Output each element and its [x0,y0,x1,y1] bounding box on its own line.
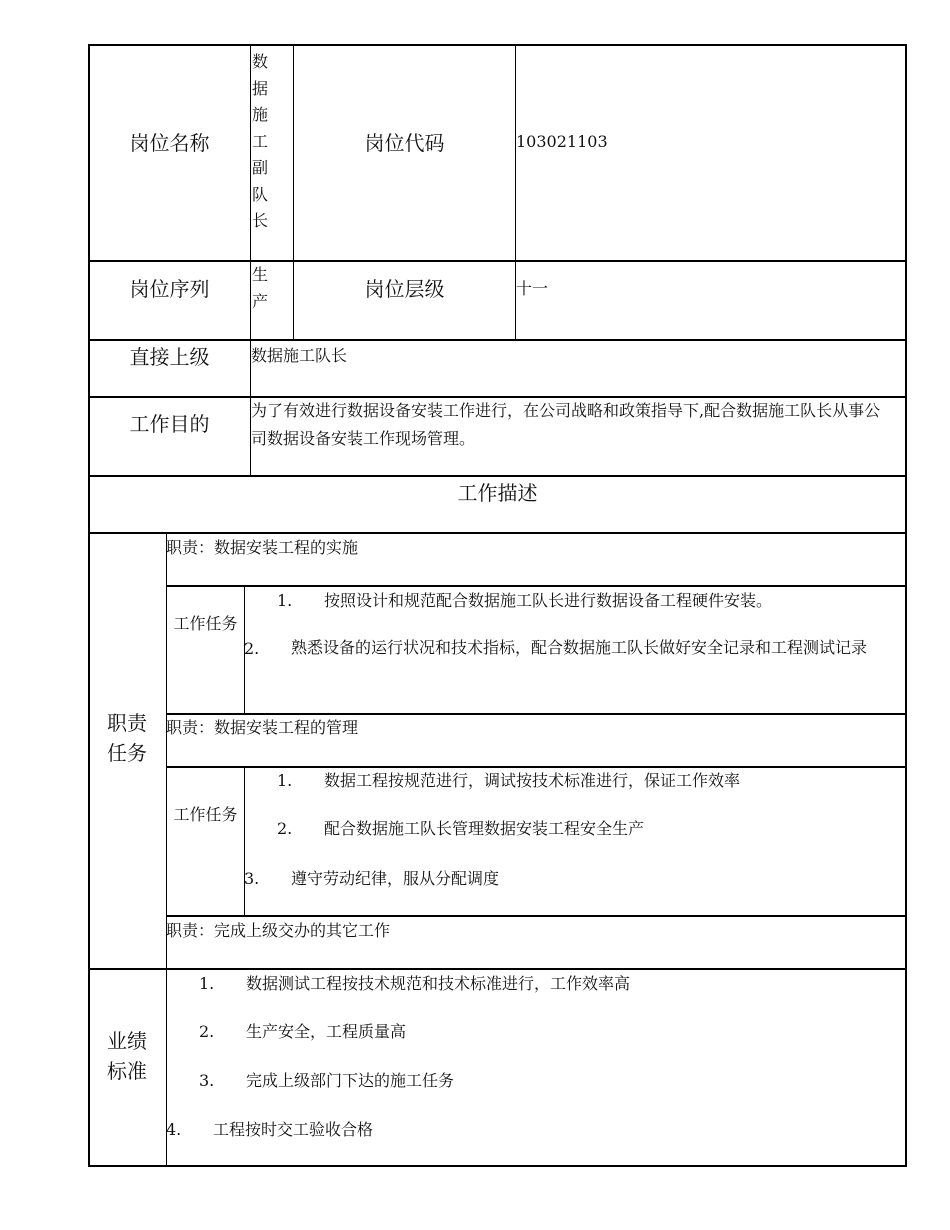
task-label: 工作任务 [173,614,238,633]
task-text: 遵守劳动纪律，服从分配调度 [291,869,500,888]
duty-title: 职责：完成上级交办的其它工作 [166,921,391,940]
performance-num: 2. [199,1022,215,1041]
task-text: 数据工程按规范进行，调试按技术标准进行，保证工作效率 [324,771,741,790]
post-level-label: 岗位层级 [364,277,445,301]
duty-title: 职责：数据安装工程的管理 [166,718,359,737]
post-level-value: 十一 [516,279,549,298]
post-name-value: 数据施工副队长 [252,52,269,230]
purpose-value: 为了有效进行数据设备安装工作进行，在公司战略和政策指导下,配合数据施工队长从事公司数据设备安装工作现场管理。 [251,401,881,448]
task-label-cell [166,585,245,714]
performance-label: 业绩标准 [107,1029,147,1083]
task-num: 2. [277,819,293,838]
post-series-value: 生产 [252,265,269,311]
duty-title: 职责：数据安装工程的实施 [166,538,359,557]
task-text: 按照设计和规范配合数据施工队长进行数据设备工程硬件安装。 [324,591,773,610]
task-text: 熟悉设备的运行状况和技术指标，配合数据施工队长做好安全记录和工程测试记录 [291,638,868,657]
superior-cell [250,339,907,397]
performance-num: 1. [199,974,215,993]
task-label-cell [166,766,245,916]
post-code-value: 103021103 [516,132,608,151]
task-num: 2. [244,639,260,658]
performance-num: 3. [199,1071,215,1090]
duties-label: 职责任务 [107,711,147,765]
performance-num: 4. [166,1120,182,1139]
performance-text: 生产安全，工程质量高 [246,1022,407,1041]
superior-label: 直接上级 [129,345,210,369]
task-num: 1. [277,771,293,790]
description-title: 工作描述 [457,481,538,505]
task-label: 工作任务 [173,805,238,824]
post-level-cell [515,260,907,340]
post-code-label: 岗位代码 [364,131,445,155]
superior-value: 数据施工队长 [251,346,348,365]
task-num: 1. [277,591,293,610]
task-text: 配合数据施工队长管理数据安装工程安全生产 [324,819,645,838]
performance-text: 工程按时交工验收合格 [213,1120,374,1139]
performance-text: 数据测试工程按技术规范和技术标准进行，工作效率高 [246,974,631,993]
post-series-label: 岗位序列 [129,277,210,301]
post-name-label: 岗位名称 [129,131,210,155]
task-num: 3. [244,869,260,888]
purpose-label: 工作目的 [129,412,210,436]
performance-text: 完成上级部门下达的施工任务 [246,1071,455,1090]
